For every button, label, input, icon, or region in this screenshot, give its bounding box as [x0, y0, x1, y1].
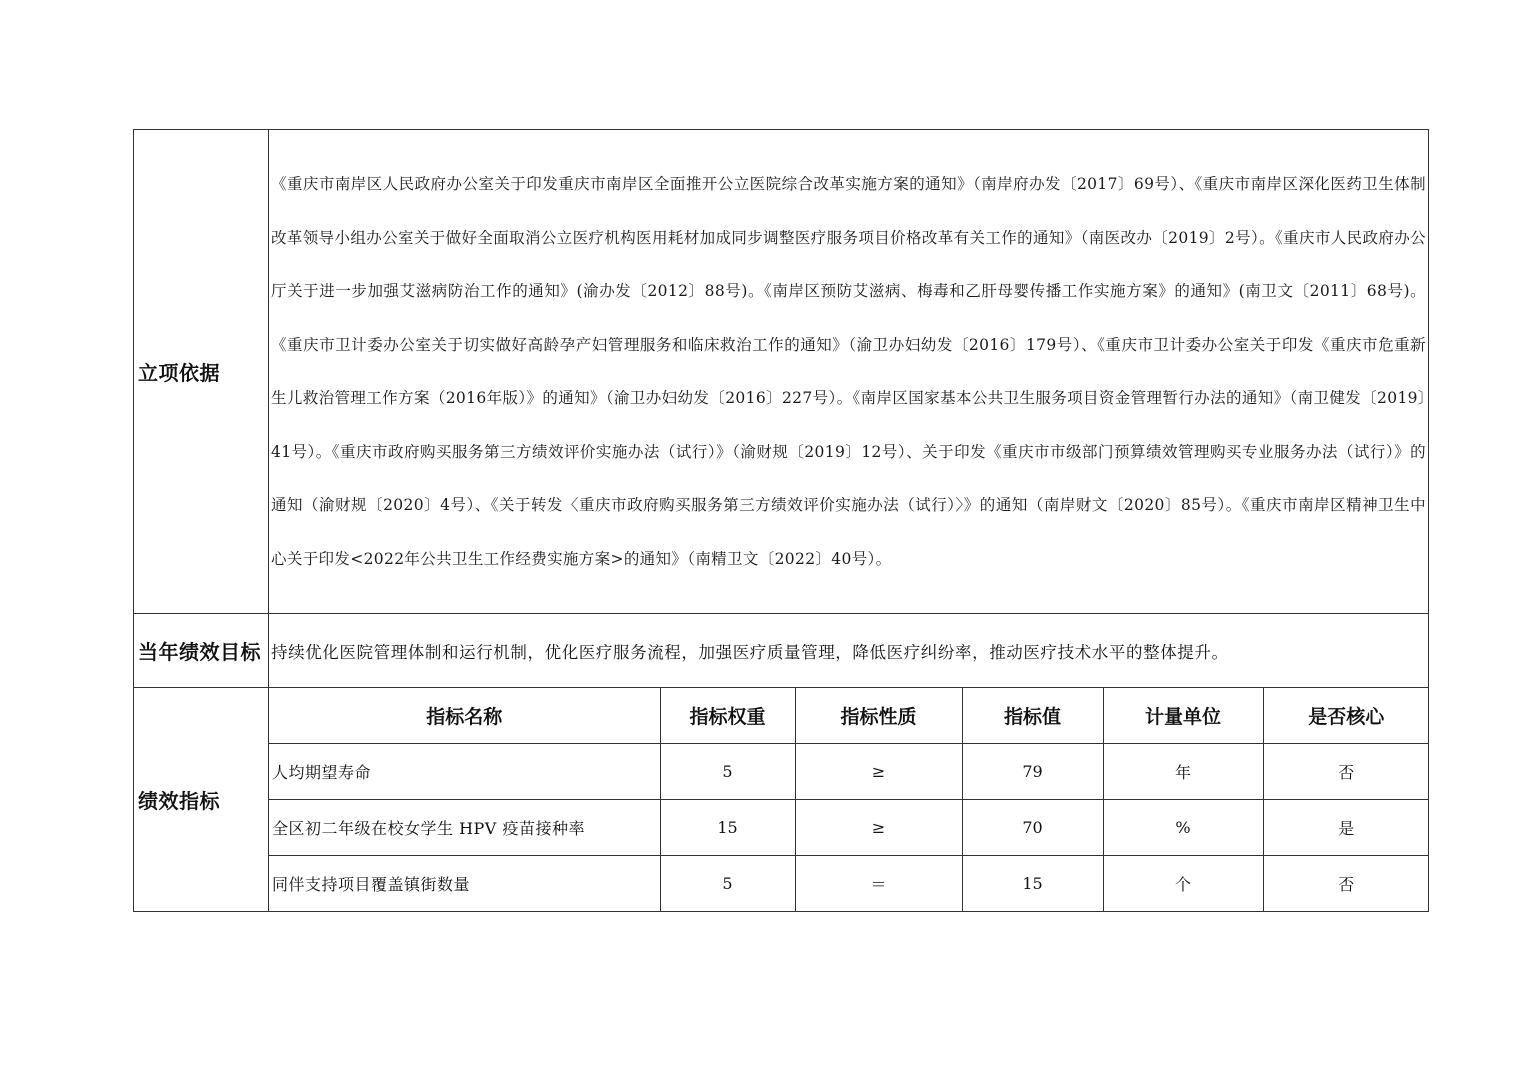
indicator-weight: 5	[660, 856, 795, 912]
basis-text: 《重庆市南岸区人民政府办公室关于印发重庆市南岸区全面推开公立医院综合改革实施方案的通知》（南岸府办发〔2017〕69号）、《重庆市南岸区深化医药卫生体制改革领导小组办公室关于做好全面取消公立医疗机构医用耗材加成同步调整医疗服务项目价格改革有关工作的通知》（南医改办〔2019〕2号）。《重庆市人民政府办公厅关于进一步加强艾滋病防治工作的通知》(渝办发〔2012〕88号)。《南岸区预防艾滋病、梅毒和乙肝母婴传播工作实施方案》的通知》(南卫文〔2011〕68号)。《重庆市卫计委办公室关于切实做好高龄孕产妇管理服务和临床救治工作的通知》（渝卫办妇幼发〔2016〕179号）、《重庆市卫计委办公室关于印发《重庆市危重新生儿救治管理工作方案（2016年版）》的通知》（渝卫办妇幼发〔2016〕227号）。《南岸区国家基本公共卫生服务项目资金管理暂行办法的通知》（南卫健发〔2019〕41号）。《重庆市政府购买服务第三方绩效评价实施办法（试行）》（渝财规〔2019〕12号）、关于印发《重庆市市级部门预算绩效管理购买专业服务办法（试行）》的通知（渝财规〔2020〕4号）、《关于转发〈重庆市政府购买服务第三方绩效评价实施办法（试行）〉》的通知（南岸财文〔2020〕85号）。《重庆市南岸区精神卫生中心关于印发<2022年公共卫生工作经费实施方案>的通知》（南精卫文〔2022〕40号）。	[269, 130, 1429, 614]
indicators-row	[134, 688, 1429, 912]
goal-text: 持续优化医院管理体制和运行机制，优化医疗服务流程，加强医疗质量管理，降低医疗纠纷率，推动医疗技术水平的整体提升。	[269, 614, 1429, 688]
goal-row	[134, 614, 1429, 688]
header-indicator-nature: 指标性质	[795, 688, 962, 744]
table-row	[269, 744, 1429, 800]
goal-label: 当年绩效目标	[134, 614, 269, 688]
basis-label: 立项依据	[134, 130, 269, 614]
indicator-name: 同伴支持项目覆盖镇街数量	[269, 856, 660, 912]
indicator-is-core: 否	[1263, 744, 1429, 800]
indicator-nature: ≥	[795, 800, 962, 856]
indicator-unit: 年	[1103, 744, 1263, 800]
header-is-core: 是否核心	[1263, 688, 1429, 744]
indicator-name: 人均期望寿命	[269, 744, 660, 800]
header-indicator-name: 指标名称	[269, 688, 660, 744]
indicators-header-row	[269, 688, 1429, 744]
performance-table	[133, 129, 1429, 912]
indicator-value: 70	[962, 800, 1103, 856]
indicators-table	[269, 688, 1429, 911]
header-unit: 计量单位	[1103, 688, 1263, 744]
indicator-weight: 5	[660, 744, 795, 800]
table-row	[269, 800, 1429, 856]
indicator-unit: %	[1103, 800, 1263, 856]
indicators-label: 绩效指标	[134, 688, 269, 912]
indicators-cell	[269, 688, 1429, 912]
basis-row	[134, 130, 1429, 614]
indicator-is-core: 否	[1263, 856, 1429, 912]
indicator-value: 79	[962, 744, 1103, 800]
indicator-nature: ≥	[795, 744, 962, 800]
indicator-name: 全区初二年级在校女学生 HPV 疫苗接种率	[269, 800, 660, 856]
header-indicator-value: 指标值	[962, 688, 1103, 744]
indicator-weight: 15	[660, 800, 795, 856]
table-row	[269, 856, 1429, 912]
indicator-value: 15	[962, 856, 1103, 912]
indicator-unit: 个	[1103, 856, 1263, 912]
indicator-is-core: 是	[1263, 800, 1429, 856]
indicator-nature: ＝	[795, 856, 962, 912]
header-indicator-weight: 指标权重	[660, 688, 795, 744]
